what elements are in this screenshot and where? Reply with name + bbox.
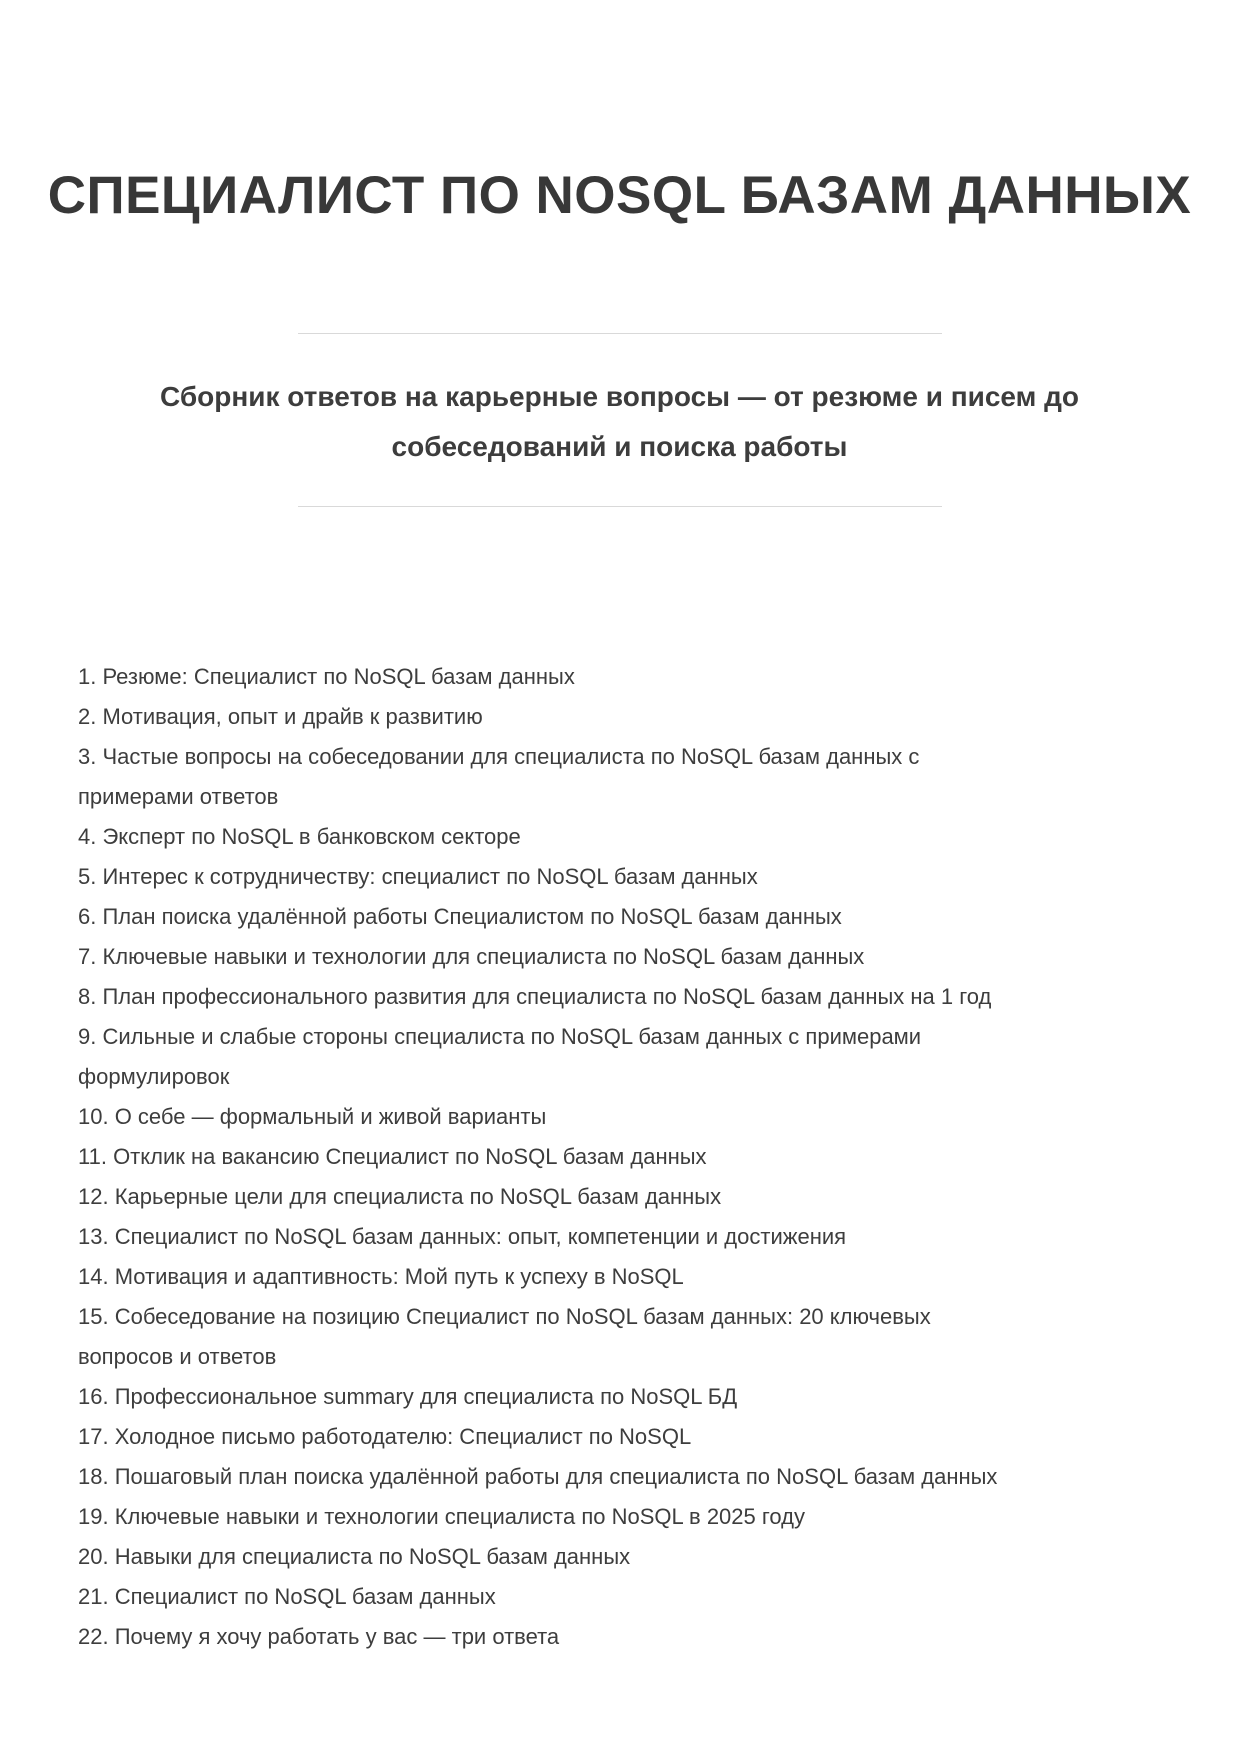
- divider-bottom: [298, 506, 942, 507]
- toc-item: 4. Эксперт по NoSQL в банковском секторе: [78, 823, 521, 849]
- divider-top: [298, 333, 942, 334]
- toc-item: 15. Собеседование на позицию Специалист по NoSQL базам данных: 20 ключевых вопросов и ответов: [78, 1303, 931, 1369]
- toc-item: 20. Навыки для специалиста по NoSQL базам данных: [78, 1543, 631, 1569]
- toc-item: 16. Профессиональное summary для специалиста по NoSQL БД: [78, 1383, 738, 1409]
- toc-item: 6. План поиска удалённой работы Специалистом по NoSQL базам данных: [78, 903, 842, 929]
- toc-item: 1. Резюме: Специалист по NoSQL базам данных: [78, 663, 575, 689]
- toc-item: 7. Ключевые навыки и технологии для специалиста по NoSQL базам данных: [78, 943, 865, 969]
- toc-item: 8. План профессионального развития для специалиста по NoSQL базам данных на 1 год: [78, 983, 992, 1009]
- toc-item: 17. Холодное письмо работодателю: Специалист по NoSQL: [78, 1423, 692, 1449]
- toc-item: 10. О себе — формальный и живой варианты: [78, 1103, 547, 1129]
- toc-list: [78, 657, 1003, 1657]
- toc-item: 14. Мотивация и адаптивность: Мой путь к успеху в NoSQL: [78, 1263, 684, 1289]
- page-subtitle: Сборник ответов на карьерные вопросы — от резюме и писем до собеседований и поиска работы: [160, 380, 1079, 462]
- toc-item: 21. Специалист по NoSQL базам данных: [78, 1583, 496, 1609]
- toc-item: 5. Интерес к сотрудничеству: специалист по NoSQL базам данных: [78, 863, 758, 889]
- toc-item: 11. Отклик на вакансию Специалист по NoSQL базам данных: [78, 1143, 707, 1169]
- toc-item: 12. Карьерные цели для специалиста по NoSQL базам данных: [78, 1183, 722, 1209]
- toc-item: 9. Сильные и слабые стороны специалиста по NoSQL базам данных с примерами формулировок: [78, 1023, 922, 1089]
- toc-item: 13. Специалист по NoSQL базам данных: опыт, компетенции и достижения: [78, 1223, 847, 1249]
- toc-item: 18. Пошаговый план поиска удалённой работы для специалиста по NoSQL базам данных: [78, 1463, 998, 1489]
- toc-item: 22. Почему я хочу работать у вас — три ответа: [78, 1623, 560, 1649]
- page-title: СПЕЦИАЛИСТ ПО NOSQL БАЗАМ ДАННЫХ: [47, 166, 1192, 225]
- toc-item: 2. Мотивация, опыт и драйв к развитию: [78, 703, 483, 729]
- toc-item: 3. Частые вопросы на собеседовании для специалиста по NoSQL базам данных с примерами ответов: [78, 743, 920, 809]
- toc-item: 19. Ключевые навыки и технологии специалиста по NoSQL в 2025 году: [78, 1503, 805, 1529]
